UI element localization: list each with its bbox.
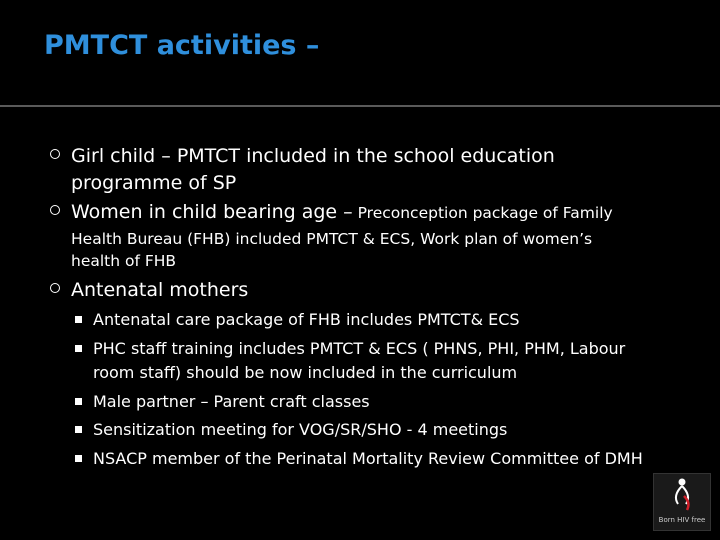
ring-bullet-icon — [50, 205, 60, 215]
slide-title: PMTCT activities – — [44, 30, 320, 61]
sub-bullet-text: Male partner – Parent craft classes — [93, 392, 370, 411]
sub-bullet-text: NSACP member of the Perinatal Mortality Review Committee of DMH — [93, 449, 643, 468]
ribbon-figure-icon — [654, 474, 710, 516]
bullet-text-continued: Health Bureau (FHB) included PMTCT & ECS, Work plan of women’s — [71, 230, 593, 248]
bullet-text: Antenatal mothers — [71, 279, 249, 301]
bullet-text-continued: health of FHB — [71, 252, 177, 270]
bullet-text-line — [71, 199, 613, 225]
bullet-text-continued: programme of SP — [71, 172, 237, 194]
square-bullet-icon — [75, 398, 82, 405]
bullet-lead-text: Women in child bearing age – — [71, 201, 353, 223]
sub-bullet-text: PHC staff training includes PMTCT & ECS ( PHNS, PHI, PHM, Labour — [93, 339, 626, 358]
bullet-text: Girl child – PMTCT included in the school education — [71, 145, 555, 167]
square-bullet-icon — [75, 455, 82, 462]
sub-bullet-text: Sensitization meeting for VOG/SR/SHO - 4 meetings — [93, 420, 508, 439]
square-bullet-icon — [75, 316, 82, 323]
square-bullet-icon — [75, 345, 82, 352]
sub-bullet-text: Antenatal care package of FHB includes PMTCT& ECS — [93, 310, 520, 329]
sub-bullet-text-continued: room staff) should be now included in the curriculum — [93, 363, 518, 382]
logo-caption: Born HIV free — [658, 516, 706, 524]
bullet-rest-text: Preconception package of Family — [352, 204, 613, 222]
born-hiv-free-logo — [653, 473, 711, 531]
ring-bullet-icon — [50, 149, 60, 159]
ring-bullet-icon — [50, 283, 60, 293]
title-divider — [0, 105, 720, 107]
square-bullet-icon — [75, 426, 82, 433]
